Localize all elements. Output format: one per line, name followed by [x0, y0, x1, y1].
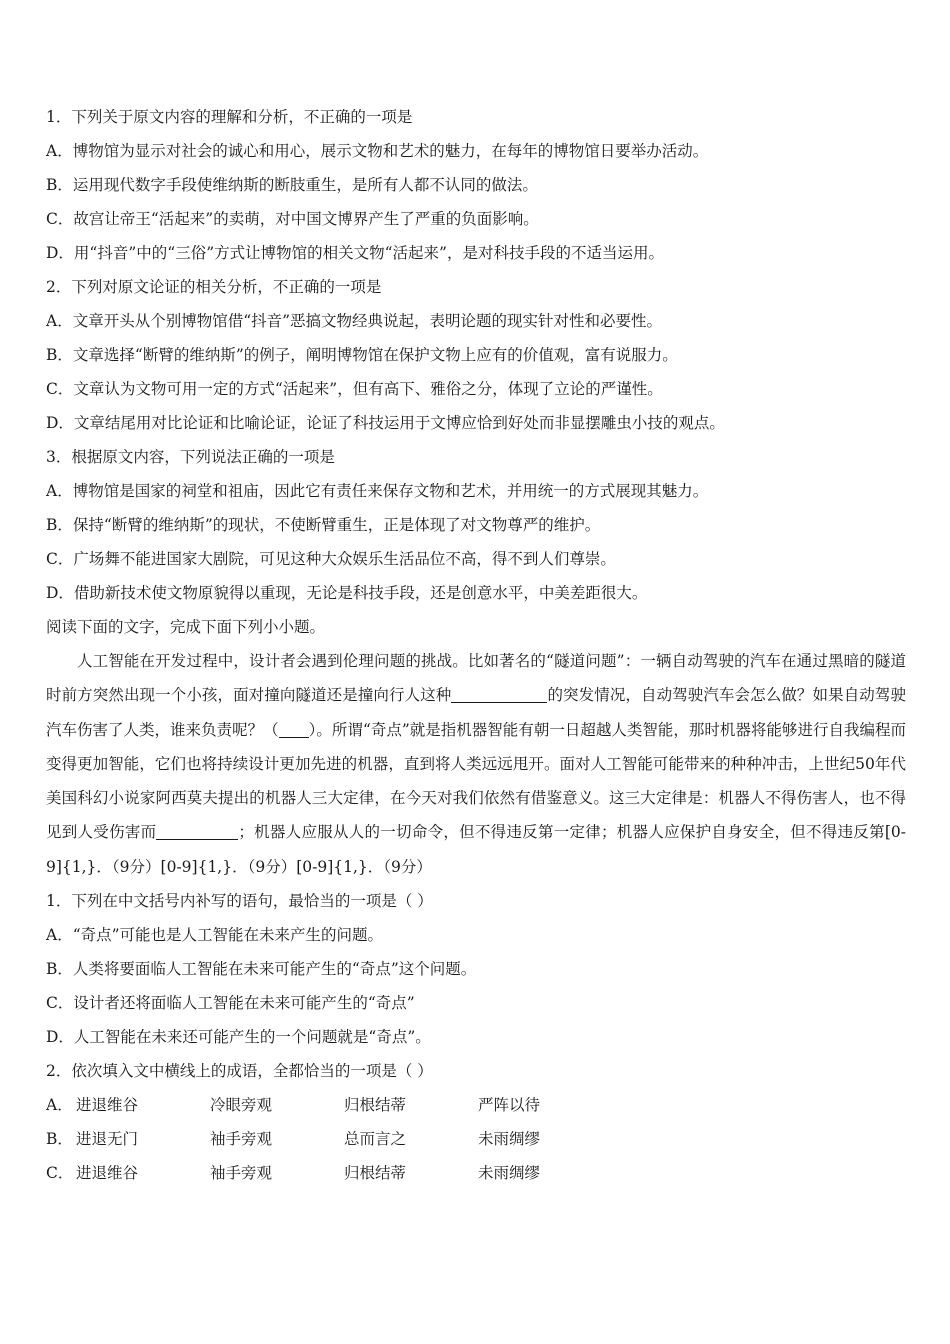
question-stem: 2．下列对原文论证的相关分析，不正确的一项是 — [46, 278, 382, 296]
question-stem: 2．依次填入文中横线上的成语，全都恰当的一项是（ ） — [46, 1062, 433, 1081]
passage-text: ；机器人应服从人的一切命令，但不得违反第一定律；机器人应保护自身安全，但不得违反第[0-9]{1,}．（9分）[0-9]{1,}．（9分）[0-9]{1,}．（9分） — [46, 823, 906, 876]
idiom-3: 归根结蒂 — [344, 1096, 407, 1115]
idiom-3: 归根结蒂 — [344, 1164, 407, 1183]
option-label: C． — [46, 1164, 74, 1183]
reading-passage — [46, 644, 906, 884]
option-b: B．运用现代数字手段使维纳斯的断肢重生，是所有人都不认同的做法。 — [46, 176, 538, 194]
passage-text: 人工智能在开发过程中，设计者会遇到伦理问题的挑战。比如著名的“隧道问题”：一辆自动驾驶的汽车在通过黑暗的隧道时前方突然出现一个小孩，面对撞向隧道还是撞向行人这种 — [46, 652, 906, 705]
idiom-4: 未雨绸缪 — [478, 1164, 541, 1183]
option-a: A．博物馆为显示对社会的诚心和用心，展示文物和艺术的魅力，在每年的博物馆日要举办活动。 — [46, 142, 709, 160]
option-d: D．用“抖音”中的“三俗”方式让博物馆的相关文物“活起来”，是对科技手段的不适当运用。 — [46, 244, 664, 262]
option-a: A．“奇点”可能也是人工智能在未来产生的问题。 — [46, 926, 384, 945]
option-b: B．人类将要面临人工智能在未来可能产生的“奇点”这个问题。 — [46, 960, 477, 979]
passage-text: 的突发情况，自动驾驶汽车会怎么做？如果自动驾驶汽车伤害了人类，谁来负责呢？（ — [46, 686, 906, 739]
question-stem: 1．下列关于原文内容的理解和分析，不正确的一项是 — [46, 108, 413, 126]
idiom-1: 进退维谷 — [76, 1164, 139, 1183]
option-a — [46, 1088, 906, 1122]
option-c — [46, 1156, 906, 1190]
question-stem: 3．根据原文内容，下列说法正确的一项是 — [46, 448, 335, 466]
passage-text: ）。所谓“奇点”就是指机器智能有朝一日超越人类智能，那时机器将能够进行自我编程而变得更加智能，它们也将持续设计更加先进的机器，直到将人类远远甩开。面对人工智能可能带来的种种冲击，上世纪50年代美国科幻小说家阿西莫夫提出的机器人三大定律，在今天对我们依然有借鉴意义。这三大定律是：机器人不得伤害人，也不得见到人受伤害而 — [46, 720, 906, 842]
idiom-2: 袖手旁观 — [210, 1130, 273, 1149]
document-page — [46, 100, 906, 1190]
question-stem: 1．下列在中文括号内补写的语句，最恰当的一项是（ ） — [46, 892, 433, 911]
option-c: C．设计者还将面临人工智能在未来可能产生的“奇点” — [46, 994, 415, 1013]
idiom-2: 袖手旁观 — [210, 1164, 273, 1183]
option-d: D．借助新技术使文物原貌得以重现，无论是科技手段，还是创意水平，中美差距很大。 — [46, 584, 648, 602]
fill-blank-parenthesis — [279, 719, 309, 738]
option-c: C．故宫让帝王“活起来”的卖萌，对中国文博界产生了严重的负面影响。 — [46, 210, 539, 228]
option-a: A．文章开头从个别博物馆借“抖音”恶搞文物经典说起，表明论题的现实针对性和必要性。 — [46, 312, 663, 330]
option-b: B．保持“断臂的维纳斯”的现状，不使断臂重生，正是体现了对文物尊严的维护。 — [46, 516, 601, 534]
option-a: A．博物馆是国家的祠堂和祖庙，因此它有责任来保存文物和艺术，并用统一的方式展现其魅力。 — [46, 482, 709, 500]
idiom-2: 冷眼旁观 — [210, 1096, 273, 1115]
option-d: D．文章结尾用对比论证和比喻论证，论证了科技运用于文博应恰到好处而非显摆雕虫小技的观点。 — [46, 414, 725, 432]
option-c: C．文章认为文物可用一定的方式“活起来”，但有高下、雅俗之分，体现了立论的严谨性。 — [46, 380, 663, 398]
idiom-3: 总而言之 — [344, 1130, 407, 1149]
option-d: D．人工智能在未来还可能产生的一个问题就是“奇点”。 — [46, 1028, 431, 1047]
option-label: B． — [46, 1130, 73, 1149]
option-c: C．广场舞不能进国家大剧院，可见这种大众娱乐生活品位不高，得不到人们尊崇。 — [46, 550, 616, 568]
idiom-1: 进退维谷 — [76, 1096, 139, 1115]
fill-blank-1 — [451, 684, 547, 703]
fill-blank-2 — [156, 821, 238, 840]
idiom-4: 未雨绸缪 — [478, 1130, 541, 1149]
option-b — [46, 1122, 906, 1156]
reading-instruction: 阅读下面的文字，完成下面下列小小题。 — [46, 618, 326, 636]
option-label: A． — [46, 1096, 73, 1115]
idiom-1: 进退无门 — [76, 1130, 139, 1149]
option-b: B．文章选择“断臂的维纳斯”的例子，阐明博物馆在保护文物上应有的价值观，富有说服力。 — [46, 346, 678, 364]
idiom-4: 严阵以待 — [478, 1096, 541, 1115]
